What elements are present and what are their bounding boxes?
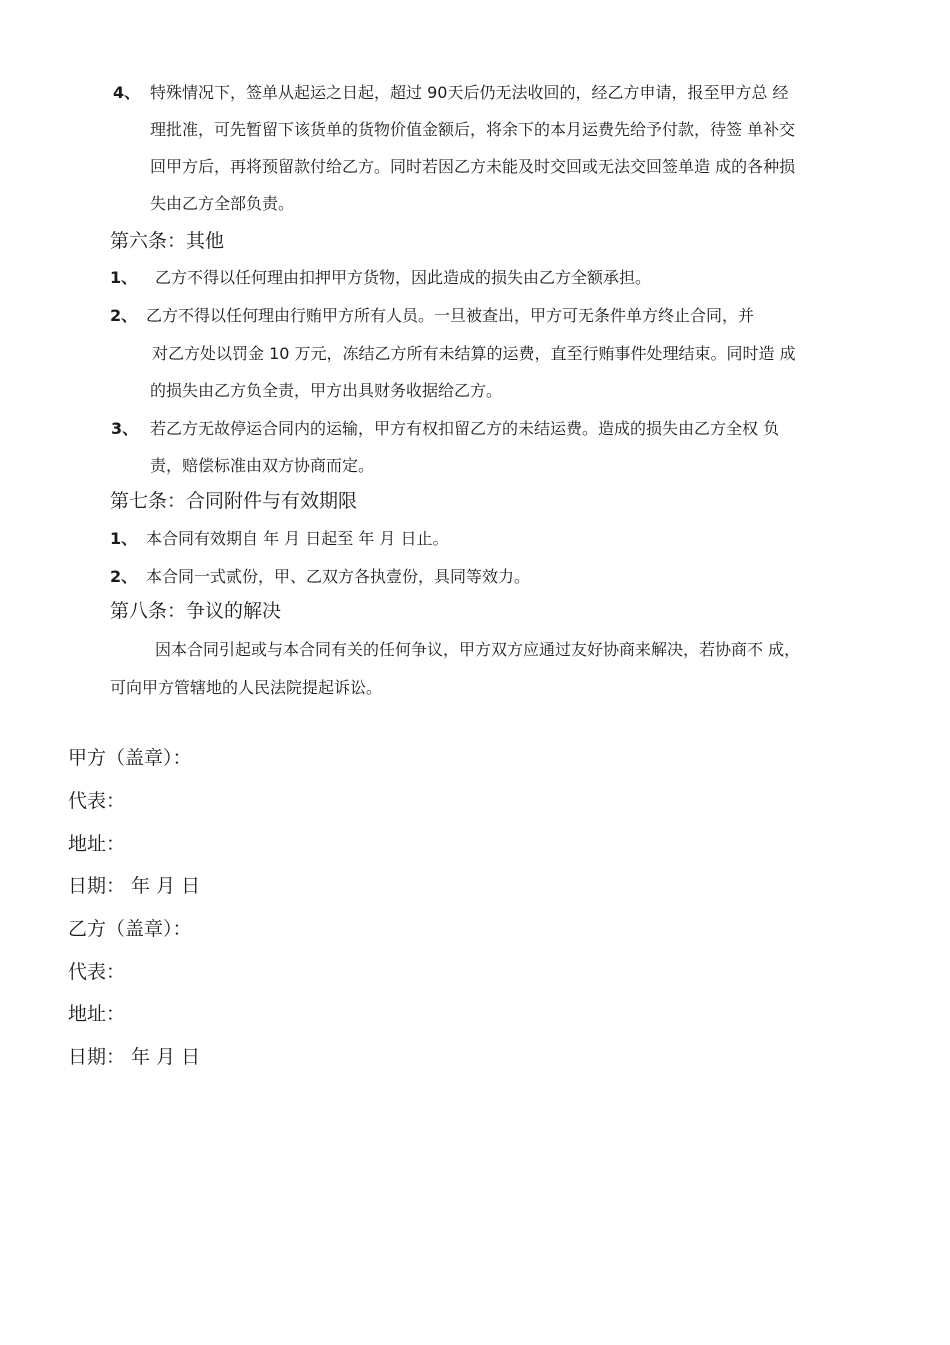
party-b-address-label: 地址： — [68, 1003, 126, 1025]
article-8-title: 第八条：争议的解决 — [110, 600, 282, 622]
party-a-date-label: 日期： 年 月 日 — [68, 875, 201, 897]
article-6-item-1-line-1: 乙方不得以任何理由扣押甲方货物，因此造成的损失由乙方全额承担。 — [155, 268, 652, 287]
article-6-item-2-line-2: 对乙方处以罚金 10 万元，冻结乙方所有未结算的运费，直至行贿事件处理结束。同时造 成 — [152, 344, 796, 363]
article-6-item-2-line-3: 的损失由乙方负全责，甲方出具财务收据给乙方。 — [150, 381, 503, 400]
article-7-item-1-number: 1、 — [110, 529, 138, 548]
article-7-title: 第七条：合同附件与有效期限 — [110, 490, 358, 512]
item-4-line-2: 理批准，可先暂留下该货单的货物价值金额后，将余下的本月运费先给予付款，待签 单补交 — [150, 120, 796, 139]
item-4-line-1: 特殊情况下，签单从起运之日起，超过 90天后仍无法收回的，经乙方申请，报至甲方总 经 — [150, 83, 789, 102]
article-7-item-2-number: 2、 — [110, 567, 138, 586]
article-8-line-2: 可向甲方管辖地的人民法院提起诉讼。 — [110, 678, 383, 697]
party-b-seal-label: 乙方（盖章）： — [68, 918, 192, 940]
party-b-date-label: 日期： 年 月 日 — [68, 1046, 201, 1068]
article-6-item-3-number: 3、 — [111, 419, 139, 438]
item-4-number: 4、 — [113, 83, 141, 102]
party-a-seal-label: 甲方（盖章）： — [68, 747, 192, 769]
article-7-item-2-text: 本合同一式贰份，甲、乙双方各执壹份，具同等效力。 — [146, 567, 531, 586]
party-a-address-label: 地址： — [68, 833, 126, 855]
article-7-item-1-text: 本合同有效期自 年 月 日起至 年 月 日止。 — [146, 529, 449, 548]
article-8-line-1: 因本合同引起或与本合同有关的任何争议，甲方双方应通过友好协商来解决，若协商不 成， — [155, 640, 801, 659]
party-b-representative-label: 代表： — [68, 961, 126, 983]
item-4-line-3: 回甲方后，再将预留款付给乙方。同时若因乙方未能及时交回或无法交回签单造 成的各种损 — [150, 157, 796, 176]
party-a-representative-label: 代表： — [68, 790, 126, 812]
article-6-item-2-line-1: 乙方不得以任何理由行贿甲方所有人员。一旦被查出，甲方可无条件单方终止合同，并 — [146, 306, 755, 325]
article-6-item-3-line-2: 责，赔偿标准由双方协商而定。 — [150, 456, 375, 475]
article-6-item-2-number: 2、 — [110, 306, 138, 325]
article-6-item-3-line-1: 若乙方无故停运合同内的运输，甲方有权扣留乙方的未结运费。造成的损失由乙方全权 负 — [150, 419, 780, 438]
article-6-item-1-number: 1、 — [110, 268, 138, 287]
item-4-line-4: 失由乙方全部负责。 — [150, 194, 295, 213]
article-6-title: 第六条：其他 — [110, 230, 225, 252]
